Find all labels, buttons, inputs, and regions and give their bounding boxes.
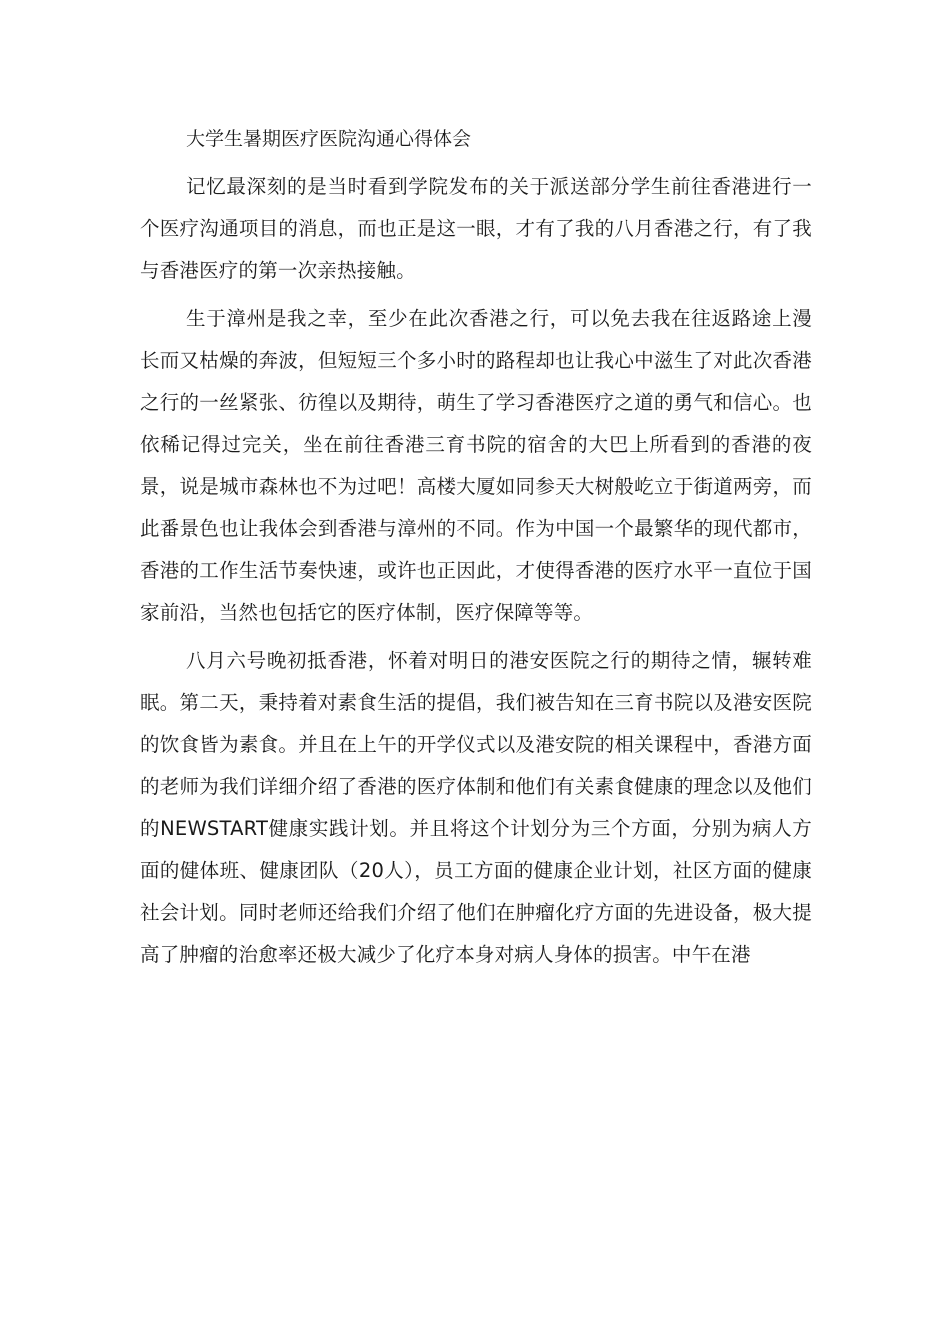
paragraph-1: 记忆最深刻的是当时看到学院发布的关于派送部分学生前往香港进行一个医疗沟通项目的消息，而也正是这一眼，才有了我的八月香港之行，有了我与香港医疗的第一次亲热接触。 (140, 175, 812, 282)
paragraph-2: 生于漳州是我之幸，至少在此次香港之行，可以免去我在往返路途上漫长而又枯燥的奔波，但短短三个多小时的路程却也让我心中滋生了对此次香港之行的一丝紧张、彷徨以及期待，萌生了学习香港医疗之道的勇气和信心。也依稀记得过完关，坐在前往香港三育书院的宿舍的大巴上所看到的香港的夜景，说是城市森林也不为过吧！高楼大厦如同参天大树般屹立于街道两旁，而此番景色也让我体会到香港与漳州的不同。作为中国一个最繁华的现代都市，香港的工作生活节奏快速，或许也正因此，才使得香港的医疗水平一直位于国家前沿，当然也包括它的医疗体制，医疗保障等等。 (140, 307, 812, 624)
document-title: 大学生暑期医疗医院沟通心得体会 (186, 128, 472, 150)
paragraph-3: 八月六号晚初抵香港，怀着对明日的港安医院之行的期待之情，辗转难眠。第二天，秉持着对素食生活的提倡，我们被告知在三育书院以及港安医院的饮食皆为素食。并且在上午的开学仪式以及港安院的相关课程中，香港方面的老师为我们详细介绍了香港的医疗体制和他们有关素食健康的理念以及他们的NEWSTART健康实践计划。并且将这个计划分为三个方面，分别为病人方面的健体班、健康团队（20人），员工方面的健康企业计划，社区方面的健康社会计划。同时老师还给我们介绍了他们在肿瘤化疗方面的先进设备，极大提高了肿瘤的治愈率还极大减少了化疗本身对病人身体的损害。中午在港 (140, 649, 812, 966)
document-body (140, 118, 812, 982)
